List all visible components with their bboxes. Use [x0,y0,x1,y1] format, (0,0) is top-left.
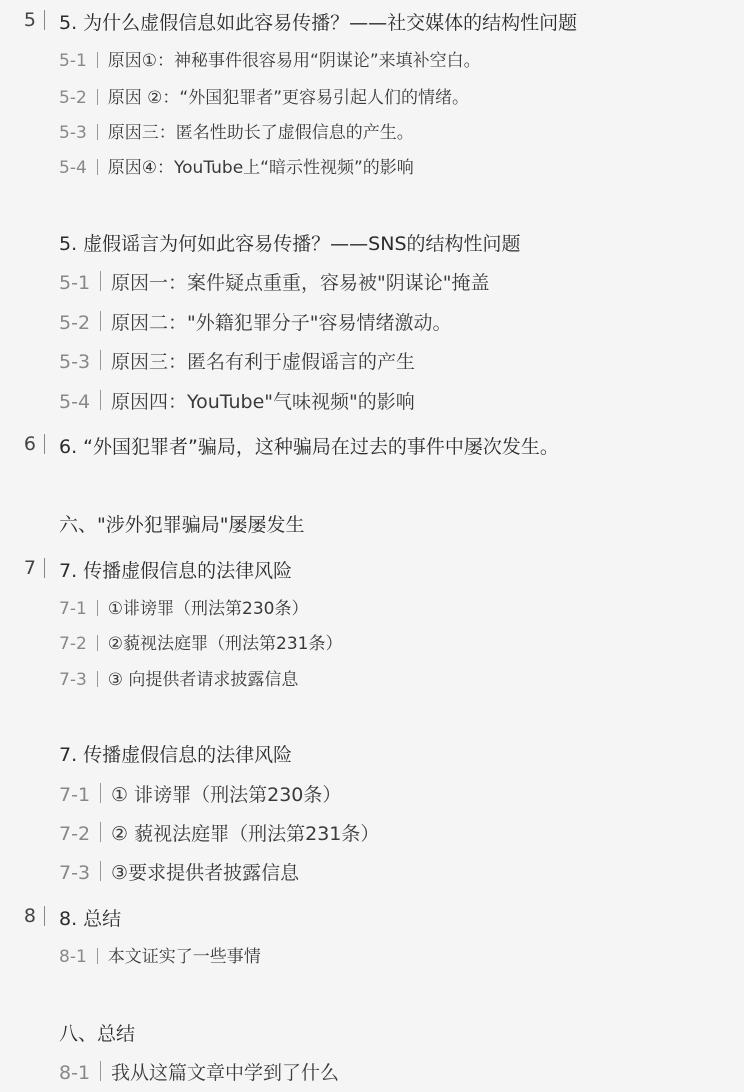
section-heading[interactable]: 6. “外国犯罪者”骗局，这种骗局在过去的事件中屡次发生。 [59,436,559,458]
subsection-number: 5-2 [59,88,87,108]
subsection-text: ① 诽谤罪（刑法第230条） [111,784,342,806]
subsection-text: 原因①：神秘事件很容易用“阴谋论”来填补空白。 [107,51,481,71]
section-heading[interactable]: 5. 为什么虚假信息如此容易传播？——社交媒体的结构性问题 [59,12,578,34]
subsection-text: ②藐视法庭罪（刑法第231条） [107,634,343,654]
divider [97,635,98,651]
translated-subsection [59,308,452,335]
subsection-text: 原因三：匿名有利于虚假谣言的产生 [111,351,416,373]
subsection-item[interactable] [59,118,414,143]
subsection-text: 我从这篇文章中学到了什么 [111,1062,340,1084]
divider [44,906,45,926]
subsection-number: 7-2 [59,823,91,845]
subsection-text: 本文证实了一些事情 [107,947,261,967]
divider [100,311,101,331]
divider [44,558,45,578]
subsection-number: 7-3 [59,862,91,884]
divider [100,350,101,370]
translated-heading: 7. 传播虚假信息的法律风险 [59,744,293,766]
subsection-number: 5-3 [59,123,87,143]
divider [97,671,98,687]
subsection-text: 原因二："外籍犯罪分子"容易情绪激动。 [111,312,452,334]
translated-heading: 5. 虚假谣言为何如此容易传播？——SNS的结构性问题 [59,233,521,255]
section-number: 5 [23,9,36,31]
translated-heading: 八、总结 [59,1023,136,1045]
section-number: 8 [23,905,36,927]
subsection-item[interactable] [59,46,481,71]
subsection-text: ③要求提供者披露信息 [111,862,300,884]
subsection-number: 5-2 [59,312,91,334]
section-number: 7 [23,557,36,579]
subsection-number: 7-2 [59,634,87,654]
subsection-number: 5-4 [59,391,91,413]
subsection-text: ③ 向提供者请求披露信息 [107,670,299,690]
translated-subsection [59,387,415,414]
divider [100,861,101,881]
subsection-item[interactable] [59,942,261,967]
subsection-number: 8-1 [59,947,87,967]
subsection-number: 5-1 [59,272,91,294]
subsection-item[interactable] [59,153,414,178]
subsection-number: 5-1 [59,51,87,71]
translated-subsection [59,780,341,807]
subsection-text: 原因④：YouTube上“暗示性视频”的影响 [107,158,414,178]
translated-subsection [59,1058,339,1085]
translated-subsection [59,858,299,885]
translated-heading: 六、"涉外犯罪骗局"屡屡发生 [59,514,305,536]
divider [100,822,101,842]
subsection-number: 5-4 [59,158,87,178]
divider [44,10,45,30]
translated-subsection [59,347,415,374]
divider [97,124,98,140]
section-heading[interactable]: 7. 传播虚假信息的法律风险 [59,560,293,582]
section-heading[interactable]: 8. 总结 [59,908,122,930]
section-number: 6 [23,433,36,455]
subsection-text: 原因一：案件疑点重重，容易被"阴谋论"掩盖 [111,272,490,294]
divider [97,52,98,68]
subsection-item[interactable] [59,629,342,654]
divider [97,948,98,964]
subsection-number: 8-1 [59,1062,91,1084]
subsection-number: 5-3 [59,351,91,373]
divider [100,783,101,803]
subsection-item[interactable] [59,83,469,108]
subsection-number: 7-1 [59,784,91,806]
subsection-number: 7-3 [59,670,87,690]
divider [100,271,101,291]
subsection-item[interactable] [59,594,308,619]
translated-subsection [59,268,490,295]
subsection-text: 原因 ②：“外国犯罪者”更容易引起人们的情绪。 [107,88,470,108]
subsection-text: 原因三：匿名性助长了虚假信息的产生。 [107,123,414,143]
divider [100,390,101,410]
subsection-number: 7-1 [59,599,87,619]
translated-subsection [59,819,379,846]
subsection-text: ①诽谤罪（刑法第230条） [107,599,309,619]
subsection-text: ② 藐视法庭罪（刑法第231条） [111,823,380,845]
subsection-text: 原因四：YouTube"气味视频"的影响 [111,391,415,413]
subsection-item[interactable] [59,665,298,690]
divider [44,434,45,454]
divider [97,159,98,175]
divider [100,1061,101,1081]
divider [97,600,98,616]
divider [97,89,98,105]
